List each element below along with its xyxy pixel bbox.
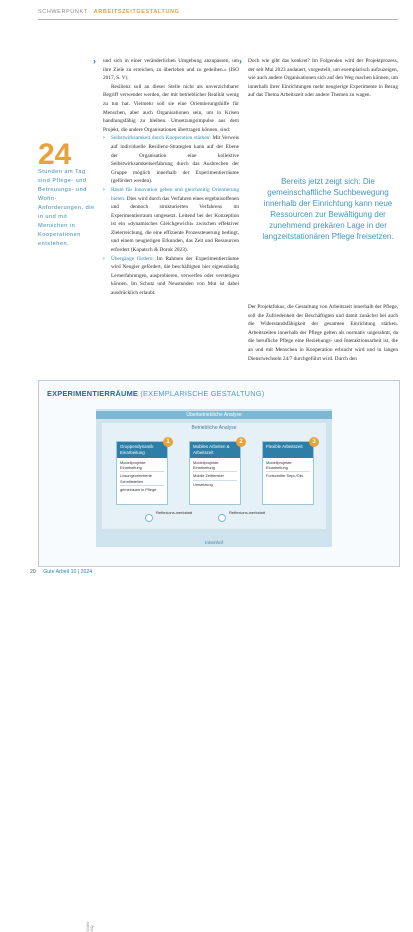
section-name: SCHWERPUNKT [38,9,88,15]
outer-analysis-frame [96,409,332,547]
network-label: Reflexions-werkstatt [228,510,265,515]
footer-rule [38,566,398,567]
outer-analysis-label: Überbetriebliche Analyse [96,411,332,419]
card-divider [120,471,164,472]
experiment-card [189,441,241,505]
bullet-marker-icon: › [103,135,105,142]
inner-analysis-label: Betriebliche Analyse [191,425,237,431]
bullet-marker-icon: › [103,186,105,193]
experiment-card [262,441,314,505]
card-number-badge: 1 [163,437,173,447]
paragraph: Der Projektfokus, die Gestaltung von Arbeitszeit innerhalb der Pflege, soll die Zufriedenheit der Beschäftigten und damit zunächst bei auch die Widerstandsfähigkeit der gesamten Einrichtung stärken. Arbeitszeiten innerhalb der Pflege gelten als normativ ungerahmt, da die berufliche Pflege eine Beziehungs- und Interaktionsarbeit ist, die an und mit Menschen in Kooperation erbracht wird und in langen Dienstwechseln 24/7 durchgeführt wird. Durch den [248,304,398,362]
network-node-icon [145,514,153,522]
chevron-icon: › [239,56,242,66]
card-line: Fortschritte Sept./Okt. [266,473,304,479]
chevron-icon: › [93,56,96,66]
card-line: gemeinsam in Pflege [120,486,157,492]
figure-credit: Grafik: IAQ [86,921,94,932]
page-footer [30,569,92,575]
text-column-right [248,57,398,100]
figure-title [47,389,264,398]
card-divider [120,485,164,486]
text-column-right-lower [248,303,398,363]
card-title: Flexible Arbeitszeit [263,442,313,458]
pull-quote: Bereits jetzt zeigt sich: Die gemeinschaftliche Suchbewegung innerhalb der Einrichtung kann neue Ressourcen zur Bewältigung der zunehmend prekären Lage in der langzeitstationären Pflege freisetzen. [262,177,394,241]
card-number-badge: 2 [236,437,246,447]
bullet-heading: Übergänge fördern: [111,255,154,262]
card-body [117,458,167,494]
network-node-icon [218,514,226,522]
bullet-marker-icon: › [103,255,105,262]
network-label: Reflexions-werkstatt [155,510,192,515]
bullet-item [103,134,239,186]
bullet-text: Im Rahmen der Experimentierräume wird Neugier gefördert, die beschäftigten hier eigenständig Lernerfahrungen, ausprobieren, verwerfen oder verstetigen können. Im Schutz und Neustunden von Mut ist dabei ausdrücklich erlaubt. [111,255,239,297]
card-line: Modellprojekte: Einarbeitung [120,460,147,471]
card-title: Mobiles Arbeiten & Arbeitszeit [190,442,240,458]
bullet-heading: Selbstwirksamkeit durch Kooperation stärken: [111,135,211,142]
card-line: Modellprojekte: Einarbeitung [193,460,220,471]
figure-title-bold: EXPERIMENTIERRÄUME [47,389,139,398]
bullet-heading: Raum für Innovation geben und gleichzeitig Orientierung bieten: [111,186,239,202]
card-line: Umsetzung [193,481,213,487]
experiment-card [116,441,168,505]
journal-name: Gute Arbeit 10 | 2024 [43,569,93,575]
paragraph: Resilienz soll an dieser Stelle nicht als unverzichtbarer Begriff verwendet werden, der mit betrieblicher Realität wenig zu tun hat. Vielmehr soll sie eine Orientierungshilfe für Menschen, aber auch Organisationen sein, um in Krisen handlungsfähig zu bleiben. Umsetzungsimpulse aus dem Projekt, die andere Organisationen übertragen können, sind: [103,83,239,133]
bottom-label: Innenhof [205,540,223,545]
card-line: Modellprojekte: Einarbeitung [266,460,293,471]
page-number: 20 [30,569,36,575]
bullet-text: Mit Verweis auf individuelle Resilienz-Strategien kann auf der Ebene der Organisation eine kollektive Selbstwirksamkeitserfahrung durch das Ausbrechen der Gruppe möglich innerhalb der Experimentierräume (gefördert werden). [111,135,239,185]
header-rule [38,19,398,20]
card-divider [193,480,237,481]
card-line: Lösungsorientierte Schnittstellen [120,473,153,484]
subsection-name: ARBEITSZEITGESTALTUNG [93,9,180,15]
paragraph: Doch wie gibt das konkret? Im Folgenden wird der Projektprozess, der seit Mai 2023 andauert, vorgestellt, um exemplarisch aufzuzeigen, wie auch andere Organisationen sich auf den Weg machen können, um innerhalb ihrer Einrichtungen mehr neugierige Experimente in Bezug auf das Thema Arbeitszeit oder andere Themen zu wagen. [248,58,398,99]
bullet-text: Dies wird durch das Verfahren eines ergebnisoffenen und dennoch strukturierten Verfahrens im Experimentierraum umgesetzt. Leitend bei der Konzeption ist ein »dynamisches Gleichgewicht« zwischen effektiver Zielerreichung, die eine effiziente Prozessteuerung bedingt, und einem neugierigen Erkunden, das Zeit und Ressourcen erfordert (Kopatsch & Dorok 2023). [111,195,239,254]
card-body [263,458,313,481]
inner-analysis-frame [102,423,326,529]
card-divider [266,471,310,472]
card-number-badge: 3 [309,437,319,447]
paragraph: und sich in einer veränderlichen Umgebung anzupassen, um ihre Ziele zu erreichen, zu überleben und zu gedeihen.« (ISO 2017, S. V). [103,58,239,82]
sidebar-caption: Stunden am Tag sind Pflege- und Betreuungs- und Wohn- Anforderungen, die in und mit Menschen in Kooperationen entstehen. [38,169,95,247]
highlight-number: 24 [38,138,72,171]
text-column-left [103,57,239,298]
figure-title-rest: (EXEMPLARISCHE GESTALTUNG) [140,389,265,398]
bullet-item [103,255,239,298]
card-body [190,458,240,489]
card-divider [193,471,237,472]
card-title: Gruppendynamik Einarbeitung [117,442,167,458]
bullet-item [103,186,239,255]
running-header [38,9,179,15]
card-line: Mobile Zeitfenster [193,473,224,479]
